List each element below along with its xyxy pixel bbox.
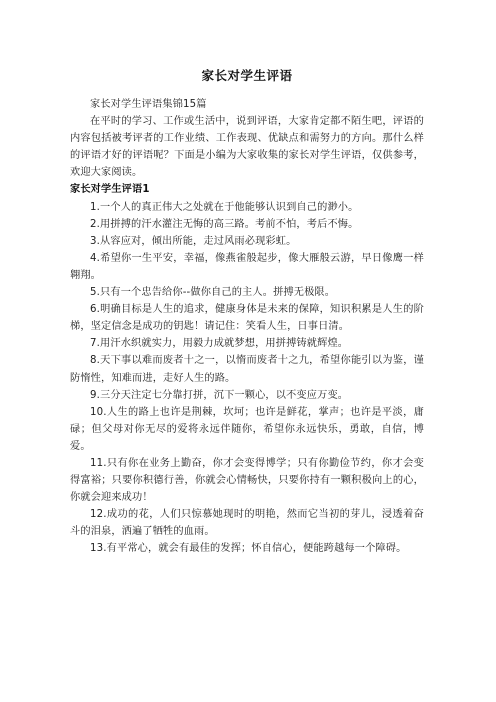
document-body [70,96,424,558]
comment-item: 13.有平常心，就会有最佳的发挥；怀自信心，便能跨越每一个障碍。 [90,543,407,555]
comment-item: 10.人生的路上也许是荆棘，坎坷；也许是鲜花，掌声；也许是平淡，庸碌；但父母对你无尽的爱将永远伴随你，希望你永远快乐，勇敢，自信，博爱。 [70,406,424,452]
comment-item: 2.用拼搏的汗水灌注无悔的高三路。考前不怕，考后不悔。 [90,218,359,230]
comment-item: 8.天下事以难而废者十之一，以惰而废者十之九，希望你能引以为鉴，谨防惰性，知难而进，走好人生的路。 [70,355,424,384]
comment-item: 9.三分天注定七分靠打拼，沉下一颗心，以不变应万变。 [90,389,349,401]
comment-item: 6.明确目标是人生的追求，健康身体是未来的保障，知识积累是人生的阶梯，坚定信念是成功的钥匙！请记住：笑看人生，日事日清。 [70,304,424,333]
comment-item: 4.希望你一生平安，幸福，像燕雀般起步，像大雁般云游，早日像鹰一样翱翔。 [70,252,424,281]
intro-paragraph: 在平时的学习、工作或生活中，说到评语，大家肯定都不陌生吧，评语的内容包括被考评者的工作业绩、工作表现、优缺点和需努力的方向。那什么样的评语才好的评语呢？下面是小编为大家收集的家长对学生评语，仅供参考，欢迎大家阅读。 [70,116,424,179]
document-subtitle: 家长对学生评语集锦15篇 [90,99,207,110]
comment-item: 12.成功的花，人们只惊慕她现时的明艳，然而它当初的芽儿，浸透着奋斗的泪泉，洒遍了牺牲的血雨。 [70,509,424,538]
section-heading: 家长对学生评语1 [70,184,150,196]
comment-item: 1.一个人的真正伟大之处就在于他能够认识到自己的渺小。 [90,201,359,213]
comment-item: 5.只有一个忠告给你--做你自己的主人。拼搏无极限。 [90,287,336,299]
document-title: 家长对学生评语 [201,68,293,83]
comment-item: 3.从容应对，倾出所能，走过风雨必现彩虹。 [90,235,297,247]
comment-item: 7.用汗水织就实力，用毅力成就梦想，用拼搏铸就辉煌。 [90,338,349,350]
comment-item: 11.只有你在业务上勤奋，你才会变得博学；只有你勤俭节约，你才会变得富裕；只要你积德行善，你就会心情畅快，只要你持有一颗积极向上的心，你就会迎来成功！ [70,457,424,504]
